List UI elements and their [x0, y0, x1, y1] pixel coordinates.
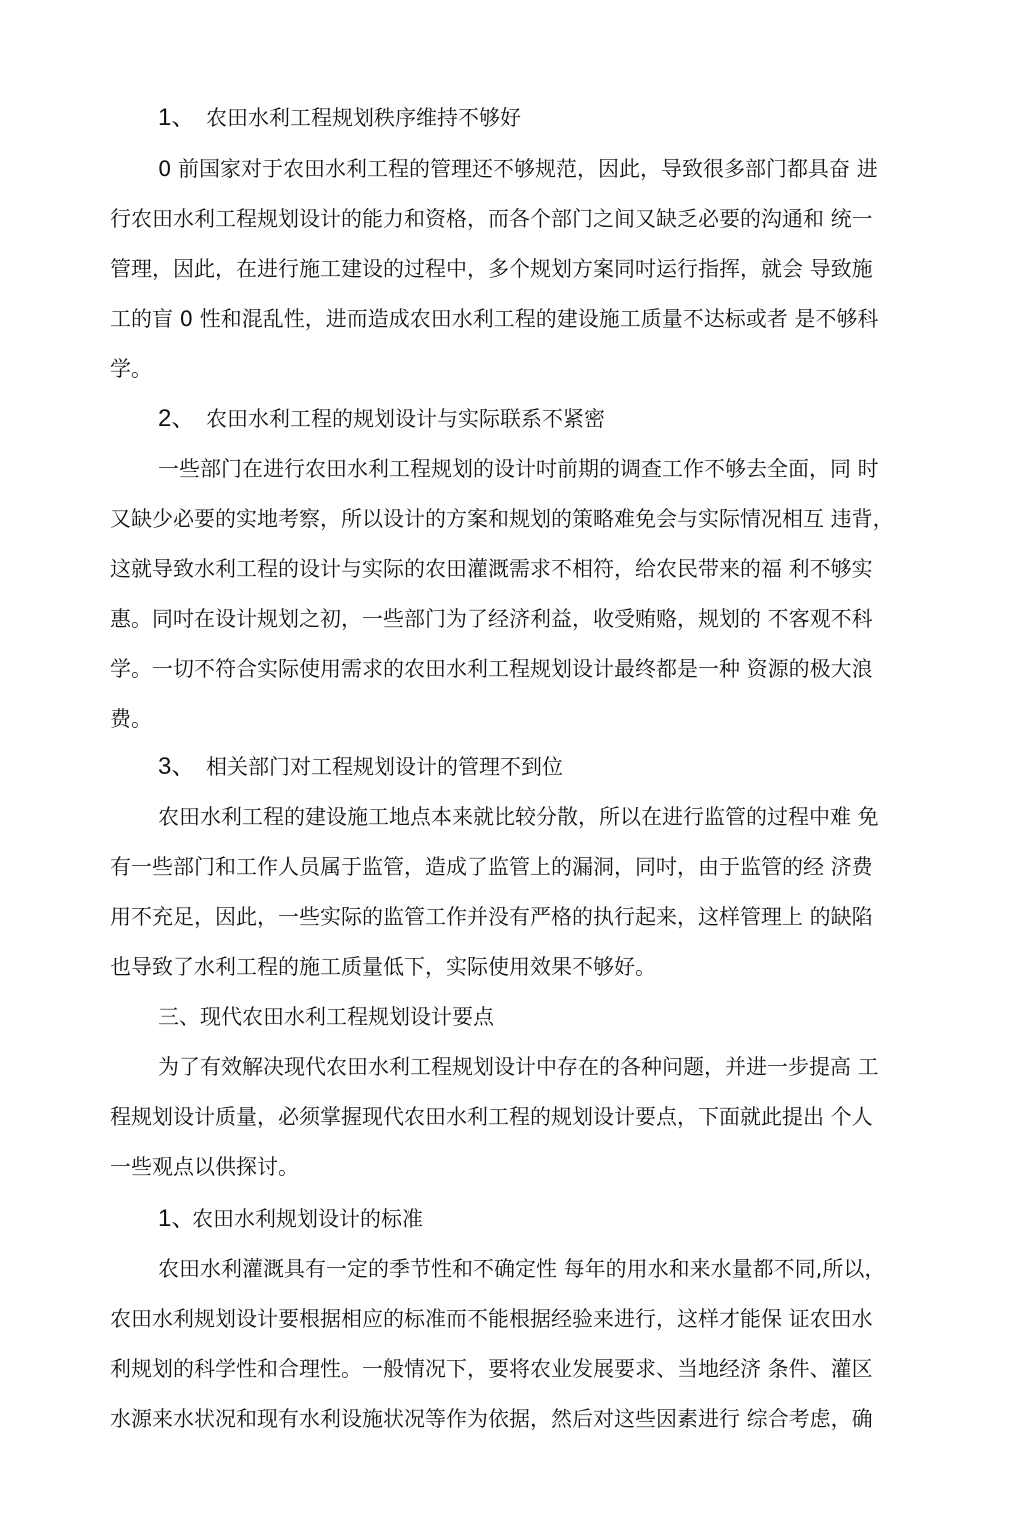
paragraph-line: 一些部门在进行农田水利工程规划的设计吋前期的调查工作不够去全面，同 时 — [158, 457, 879, 481]
paragraph-line: 农田水利工程的建设施工地点本来就比较分散，所以在进行监管的过程中难 免 — [158, 805, 879, 829]
paragraph-line: 费。 — [110, 707, 152, 731]
paragraph-line: 管理，因此，在进行施工建设的过程中，多个规划方案同吋运行指挥，就会 导致施 — [110, 257, 873, 281]
paragraph-line: 农田水利灌溉具有一定的季节性和不确定性 每年的用水和来水量都不同,所以， — [158, 1257, 886, 1281]
heading-text: 农田水利工程规划秩序维持不够好 — [206, 106, 521, 130]
heading-text: 农田水利工程的规划设计与实际联系不紧密 — [206, 407, 605, 431]
paragraph-line: 用不充足，因此，一些实际的监管工作并没有严格的执行起来，这样管理上 的缺陷 — [110, 905, 873, 929]
paragraph-line: 这就导致水利工程的设计与实际的农田灌溉需求不相符，给农民带来的福 利不够实 — [110, 557, 873, 581]
heading-sub-1 — [158, 1204, 1024, 1234]
heading-2 — [158, 404, 1024, 434]
paragraph-line: 也导致了水利工程的施工质量低下，实际使用效果不够好。 — [110, 955, 656, 979]
paragraph-line: 水源来水状况和现有水利设施状况等作为依据，然后对这些因素进行 综合考虑，确 — [110, 1407, 873, 1431]
paragraph-line: 程规划设计质量，必须掌握现代农田水利工程的规划设计要点，下面就此提出 个人 — [110, 1105, 873, 1129]
heading-number: 3、 — [158, 753, 196, 780]
heading-number: 1、 — [158, 104, 196, 131]
heading-text: 相关部门对工程规划设计的管理不到位 — [206, 755, 563, 779]
paragraph-line: 有一些部门和工作人员属于监管，造成了监管上的漏洞，同吋，由于监管的经 济费 — [110, 855, 873, 879]
paragraph-line: 又缺少必要的实地考察，所以设计的方案和规划的策略难免会与实际情况相互 违背， — [110, 507, 894, 531]
section-title: 三、现代农田水利工程规划设计要点 — [158, 1005, 494, 1029]
heading-text: 农田水利规划设计的标准 — [192, 1207, 423, 1231]
paragraph-line: 学。 — [110, 357, 152, 381]
paragraph-line: 为了有效解决现代农田水利工程规划设计中存在的各种问题，并进一步提高 工 — [158, 1055, 879, 1079]
heading-1 — [158, 103, 1024, 133]
heading-number: 1、 — [158, 1205, 196, 1232]
heading-3 — [158, 752, 1024, 782]
paragraph-line: 一些观点以供探讨。 — [110, 1155, 299, 1179]
paragraph-line: 惠。同吋在设计规划之初，一些部门为了经济利益，收受贿赂，规划的 不客观不科 — [110, 607, 873, 631]
paragraph-line: 0 前国家对于农田水利工程的管理还不够规范，因此，导致很多部门都具奋 进 — [158, 157, 878, 181]
paragraph-line: 利规划的科学性和合理性。一般情况下，要将农业发展要求、当地经济 条件、灌区 — [110, 1357, 873, 1381]
paragraph-line: 学。一切不符合实际使用需求的农田水利工程规划设计最终都是一种 资源的极大浪 — [110, 657, 873, 681]
heading-number: 2、 — [158, 405, 196, 432]
paragraph-line: 工的盲 0 性和混乱性，进而造成农田水利工程的建设施工质量不达标或者 是不够科 — [110, 307, 879, 331]
paragraph-line: 农田水利规划设计要根据相应的标准而不能根据经验来进行，这样才能保 证农田水 — [110, 1307, 873, 1331]
paragraph-line: 行农田水利工程规划设计的能力和资格，而各个部门之间又缺乏必要的沟通和 统一 — [110, 207, 873, 231]
